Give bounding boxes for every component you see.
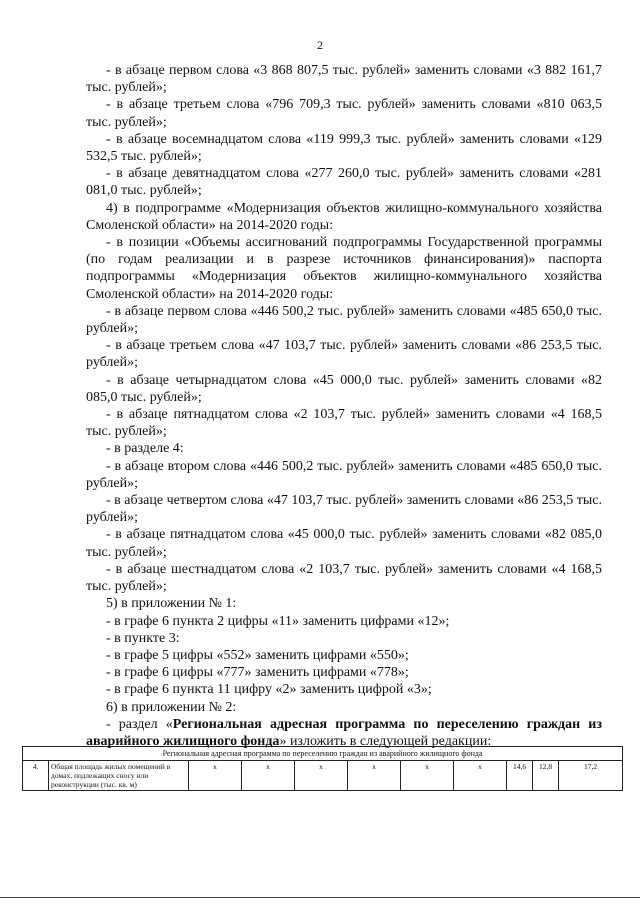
paragraph bbox=[86, 131, 602, 165]
table-cell: х bbox=[189, 761, 242, 791]
table-cell: х bbox=[348, 761, 401, 791]
row-number: 4. bbox=[23, 761, 49, 791]
text-segment: - в абзаце девятнадцатом слова «277 260,0 тыс. рублей» заменить словами «281 081,0 тыс. рублей»; bbox=[86, 166, 602, 199]
paragraph bbox=[86, 303, 602, 337]
text-segment: - в абзаце четырнадцатом слова «45 000,0 тыс. рублей» заменить словами «82 085,0 тыс. рублей»; bbox=[86, 372, 602, 405]
table-cell: 17,2 bbox=[559, 761, 623, 791]
text-segment: 5) в приложении № 1: bbox=[106, 596, 237, 612]
paragraph bbox=[86, 699, 602, 716]
paragraph bbox=[86, 96, 602, 130]
text-segment: - в абзаце пятнадцатом слова «45 000,0 тыс. рублей» заменить словами «82 085,0 тыс. рублей»; bbox=[86, 527, 602, 560]
paragraph bbox=[86, 664, 602, 681]
text-segment: - в абзаце втором слова «446 500,2 тыс. рублей» заменить словами «485 650,0 тыс. рублей»; bbox=[86, 458, 602, 491]
bottom-rule bbox=[0, 897, 640, 898]
text-segment: - в абзаце восемнадцатом слова «119 999,3 тыс. рублей» заменить словами «129 532,5 тыс. рублей»; bbox=[86, 131, 602, 165]
bold-segment: Региональная адресная программа по переселению граждан из аварийного жилищного фонда bbox=[86, 716, 602, 749]
text-segment: - в абзаце четвертом слова «47 103,7 тыс. рублей» заменить словами «86 253,5 тыс. рублей»; bbox=[86, 493, 602, 526]
program-table bbox=[22, 746, 623, 791]
text-segment: - в абзаце первом слова «3 868 807,5 тыс. рублей» заменить словами «3 882 161,7 тыс. рублей»; bbox=[86, 63, 602, 96]
paragraph bbox=[86, 406, 602, 440]
text-segment: - в графе 5 цифры «552» заменить цифрами «550»; bbox=[106, 647, 409, 663]
table-cell: х bbox=[401, 761, 454, 791]
table-cell: х bbox=[242, 761, 295, 791]
text-segment: 6) в приложении № 2: bbox=[106, 699, 237, 715]
paragraph bbox=[86, 337, 602, 371]
paragraph bbox=[86, 165, 602, 199]
paragraph bbox=[86, 526, 602, 560]
row-description: Общая площадь жилых помещений в домах, подлежащих сносу или реконструкции (тыс. кв. м) bbox=[49, 761, 189, 791]
paragraph bbox=[86, 613, 602, 630]
paragraph bbox=[86, 458, 602, 492]
page-number: 2 bbox=[317, 38, 323, 52]
table-title: Региональная адресная программа по переселению граждан из аварийного жилищного фонда bbox=[23, 747, 623, 761]
text-segment: - в разделе 4: bbox=[106, 441, 184, 457]
text-segment: - в графе 6 цифры «777» заменить цифрами «778»; bbox=[106, 665, 409, 681]
table-cell: х bbox=[454, 761, 507, 791]
paragraph bbox=[86, 372, 602, 406]
paragraph bbox=[86, 234, 602, 303]
paragraph bbox=[86, 200, 602, 234]
text-segment: 4) в подпрограмме «Модернизация объектов жилищно-коммунального хозяйства Смоленской области» на 2014-2020 годы: bbox=[86, 200, 602, 233]
text-segment: - в абзаце шестнадцатом слова «2 103,7 тыс. рублей» заменить словами «4 168,5 тыс. рублей»; bbox=[86, 561, 602, 595]
text-segment: - в абзаце третьем слова «796 709,3 тыс. рублей» заменить словами «810 063,5 тыс. рублей»; bbox=[86, 97, 602, 130]
table-cell: 12,8 bbox=[533, 761, 559, 791]
text-segment: - в графе 6 пункта 11 цифру «2» заменить цифрой «3»; bbox=[106, 682, 432, 698]
paragraph bbox=[86, 492, 602, 526]
table-cell: 14,6 bbox=[507, 761, 533, 791]
text-segment: - в позиции «Объемы ассигнований подпрограммы Государственной программы (по годам реализации и в разрезе источников финансирования)» паспорта подпрограммы «Модернизация объектов жилищно-коммунального хозяйства Смоленской области» на 2014-2020 годы: bbox=[86, 235, 602, 302]
text-segment: - в графе 6 пункта 2 цифры «11» заменить цифрами «12»; bbox=[106, 613, 450, 629]
text-segment: - в абзаце первом слова «446 500,2 тыс. рублей» заменить словами «485 650,0 тыс. рублей»; bbox=[86, 303, 602, 337]
table-cell: х bbox=[295, 761, 348, 791]
paragraph bbox=[86, 647, 602, 664]
paragraph bbox=[86, 630, 602, 647]
paragraph bbox=[86, 681, 602, 698]
text-segment: - в абзаце пятнадцатом слова «2 103,7 тыс. рублей» заменить словами «4 168,5 тыс. рублей»; bbox=[86, 407, 602, 440]
paragraph bbox=[86, 595, 602, 612]
table-row bbox=[23, 761, 623, 791]
text-segment: - раздел « bbox=[106, 716, 173, 732]
paragraph bbox=[86, 440, 602, 457]
paragraph bbox=[86, 716, 602, 750]
text-segment: » изложить в следующей редакции: bbox=[279, 733, 492, 749]
document-body bbox=[86, 62, 602, 750]
program-table-wrapper bbox=[22, 746, 622, 791]
paragraph bbox=[86, 561, 602, 595]
text-segment: - в абзаце третьем слова «47 103,7 тыс. рублей» заменить словами «86 253,5 тыс. рублей»; bbox=[86, 338, 602, 371]
text-segment: - в пункте 3: bbox=[106, 630, 180, 646]
paragraph bbox=[86, 62, 602, 96]
